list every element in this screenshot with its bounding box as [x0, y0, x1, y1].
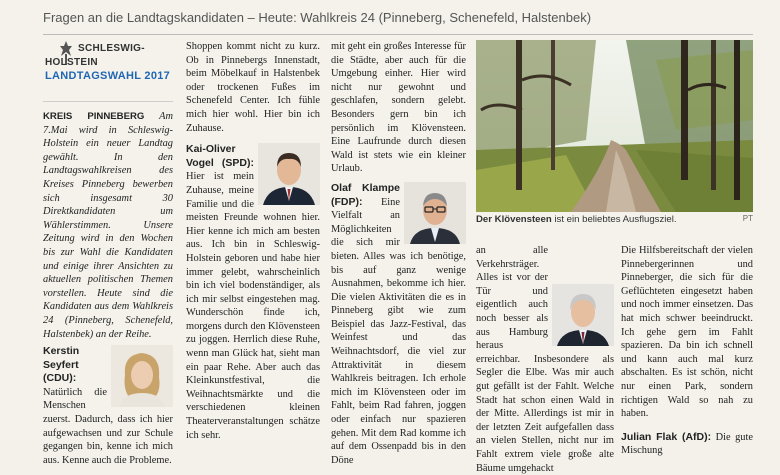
- logo-text-line2: HOLSTEIN: [45, 57, 98, 68]
- column-5: [621, 244, 753, 458]
- candidate-name-seyfert: Kerstin Seyfert (CDU):: [43, 345, 80, 385]
- column-2: [186, 40, 320, 442]
- caption-bold: Der Klövensteen: [476, 214, 552, 225]
- candidate-text-seyfert: Natürlich die Menschen zuerst. Dadurch, dass ich hier aufgewachsen und zur Schule gegangen bin, kenne ich mich aus. Kenne auch die Probleme.: [43, 386, 173, 466]
- portrait-column-4: [552, 284, 614, 346]
- caption-rest: ist ein beliebtes Ausflugsziel.: [551, 214, 677, 225]
- candidate-text-flak: Die gute Mischung: [621, 431, 753, 457]
- column-5-text: Die Hilfsbereitschaft der vielen Pinnebergerinnen und Pinneberger, die sich für die Geflüchteten eingesetzt haben und noch immer einsetzen. Das hat mich schwer beeindruckt. Ich gehe gern im Fahlt spazieren. Da bin ich schnell und kann auch mal kurz abschalten. Es ist schön, nicht nur einen Park, sondern richtigen Wald so nah zu haben.: [621, 245, 753, 420]
- candidate-vogel: [186, 143, 320, 442]
- intro-paragraph: [43, 110, 173, 341]
- candidate-seyfert: [43, 345, 173, 467]
- photo-caption: [476, 214, 753, 225]
- candidate-name-klampe: Olaf Klampe (FDP):: [331, 181, 400, 208]
- election-logo: [43, 40, 173, 102]
- dateline: KREIS PINNEBERG: [43, 111, 145, 122]
- candidate-klampe: [331, 182, 466, 467]
- candidate-name-flak: Julian Flak (AfD):: [621, 430, 712, 443]
- portrait-vogel: [258, 143, 320, 205]
- forest-path-image: [476, 40, 753, 212]
- portrait-seyfert: [111, 345, 173, 407]
- column-2-top-text: Shoppen kommt nicht zu kurz. Ob in Pinnebergs Innenstadt, beim Möbelkauf in Halstenbek oder trockenen Fußes im Schenefeld Center. Ich fühle mich hier wohl. Hier bin ich Zuhause.: [186, 41, 320, 134]
- column-4-text: an alle Verkehrsträger. Alles ist vor der Tür und eigentlich auch noch besser als aus Hamburg heraus erreichbar. Insbesondere als Segler die Elbe. Was mir auch gut gefällt ist der Fahlt. Welche Stadt hat schon einen Wald in der Mitte. Allerdings ist mir in der letzten Zeit aufgefallen dass an vielen Stellen, nicht nur im Fahlt extrem viele große alte Bäume umgehackt: [476, 245, 614, 474]
- intro-text: Am 7.Mai wird in Schleswig-Holstein ein neuer Landtag gewählt. In den Landtagswahlkreisen des Kreises Pinneberg bewerben sich insgesamt 30 Direktkandidaten um Wählerstimmen. Unsere Zeitung wird in den Wochen bis zur Wahl die Kandidaten und einige ihrer Ansichten zu aktuellen politischen Themen vorstellen. Heute sind die Kandidaten aus dem Wahlkreis 24 (Pinneberg, Schenefeld, Halstenbek) an der Reihe.: [43, 111, 173, 340]
- column-3: [331, 40, 466, 467]
- column-1: [43, 40, 173, 467]
- candidate-text-klampe: Eine Vielfalt an Möglichkeiten die sich mir bieten. Alles was ich benötige, bis auf ganz wenige Ausnahmen, bekomme ich hier. Die vielen Aktivitäten die es in Pinneberg gibt wie zum Beispiel das Jazz-Festival, das Weinfest und das Weihnachtsdorf, die viel zur Attraktivität in diesem Wahlkreis beitragen. Ich erhole mich im Klövensteen oder im Fahlt, beim Rad fahren, joggen oder einfach nur spazieren gehen. Mit dem Rad komme ich auf dem Ossenpadd bis in den Döne: [331, 196, 466, 466]
- header-divider: [43, 34, 753, 35]
- forest-photo: [476, 40, 753, 212]
- article-header: [0, 0, 780, 36]
- column-3-top-text: mit geht ein großes Interesse für die Städte, aber auch für die Umgebung einher. Hier wird nicht nur gewohnt und geschlafen, sondern gelebt. Besonders gern bin ich persönlich im Klövensteen. Eine Laufrunde durch diesen Wald ist stets wie ein kleiner Urlaub.: [331, 41, 466, 175]
- candidate-text-vogel: Hier ist mein Zuhause, meine Familie und die meisten Freunde wohnen hier. Hier kenne ich mich am besten aus. Ich bin in Schleswig-Holstein geboren und habe hier immer gelebt, wahrscheinlich bin ich viel bodenständiger, als ich mir selbst eingestehen mag. Wunderschön finde ich, morgens durch den Klövensteen zu joggen. Herrlich diese Ruhe, wenn man Glück hat, sieht man ein paar Rehe. Aber auch das Kleinkunstfestival, die Weihnachtsmärkte und die verschiedenen kleinen Theaterveranstaltungen schätze ich sehr.: [186, 171, 320, 441]
- photo-credit: PT: [742, 214, 753, 223]
- logo-text-line3: LANDTAGSWAHL 2017: [45, 70, 171, 82]
- logo-text-line1: SCHLESWIG-: [78, 43, 145, 54]
- article-subtitle: Fragen an die Landtagskandidaten – Heute: Wahlkreis 24 (Pinneberg, Schenefeld, Halstenbek): [43, 10, 592, 25]
- candidate-name-vogel: Kai-Oliver Vogel (SPD):: [186, 143, 254, 169]
- column-4: [476, 244, 614, 475]
- portrait-klampe: [404, 182, 466, 244]
